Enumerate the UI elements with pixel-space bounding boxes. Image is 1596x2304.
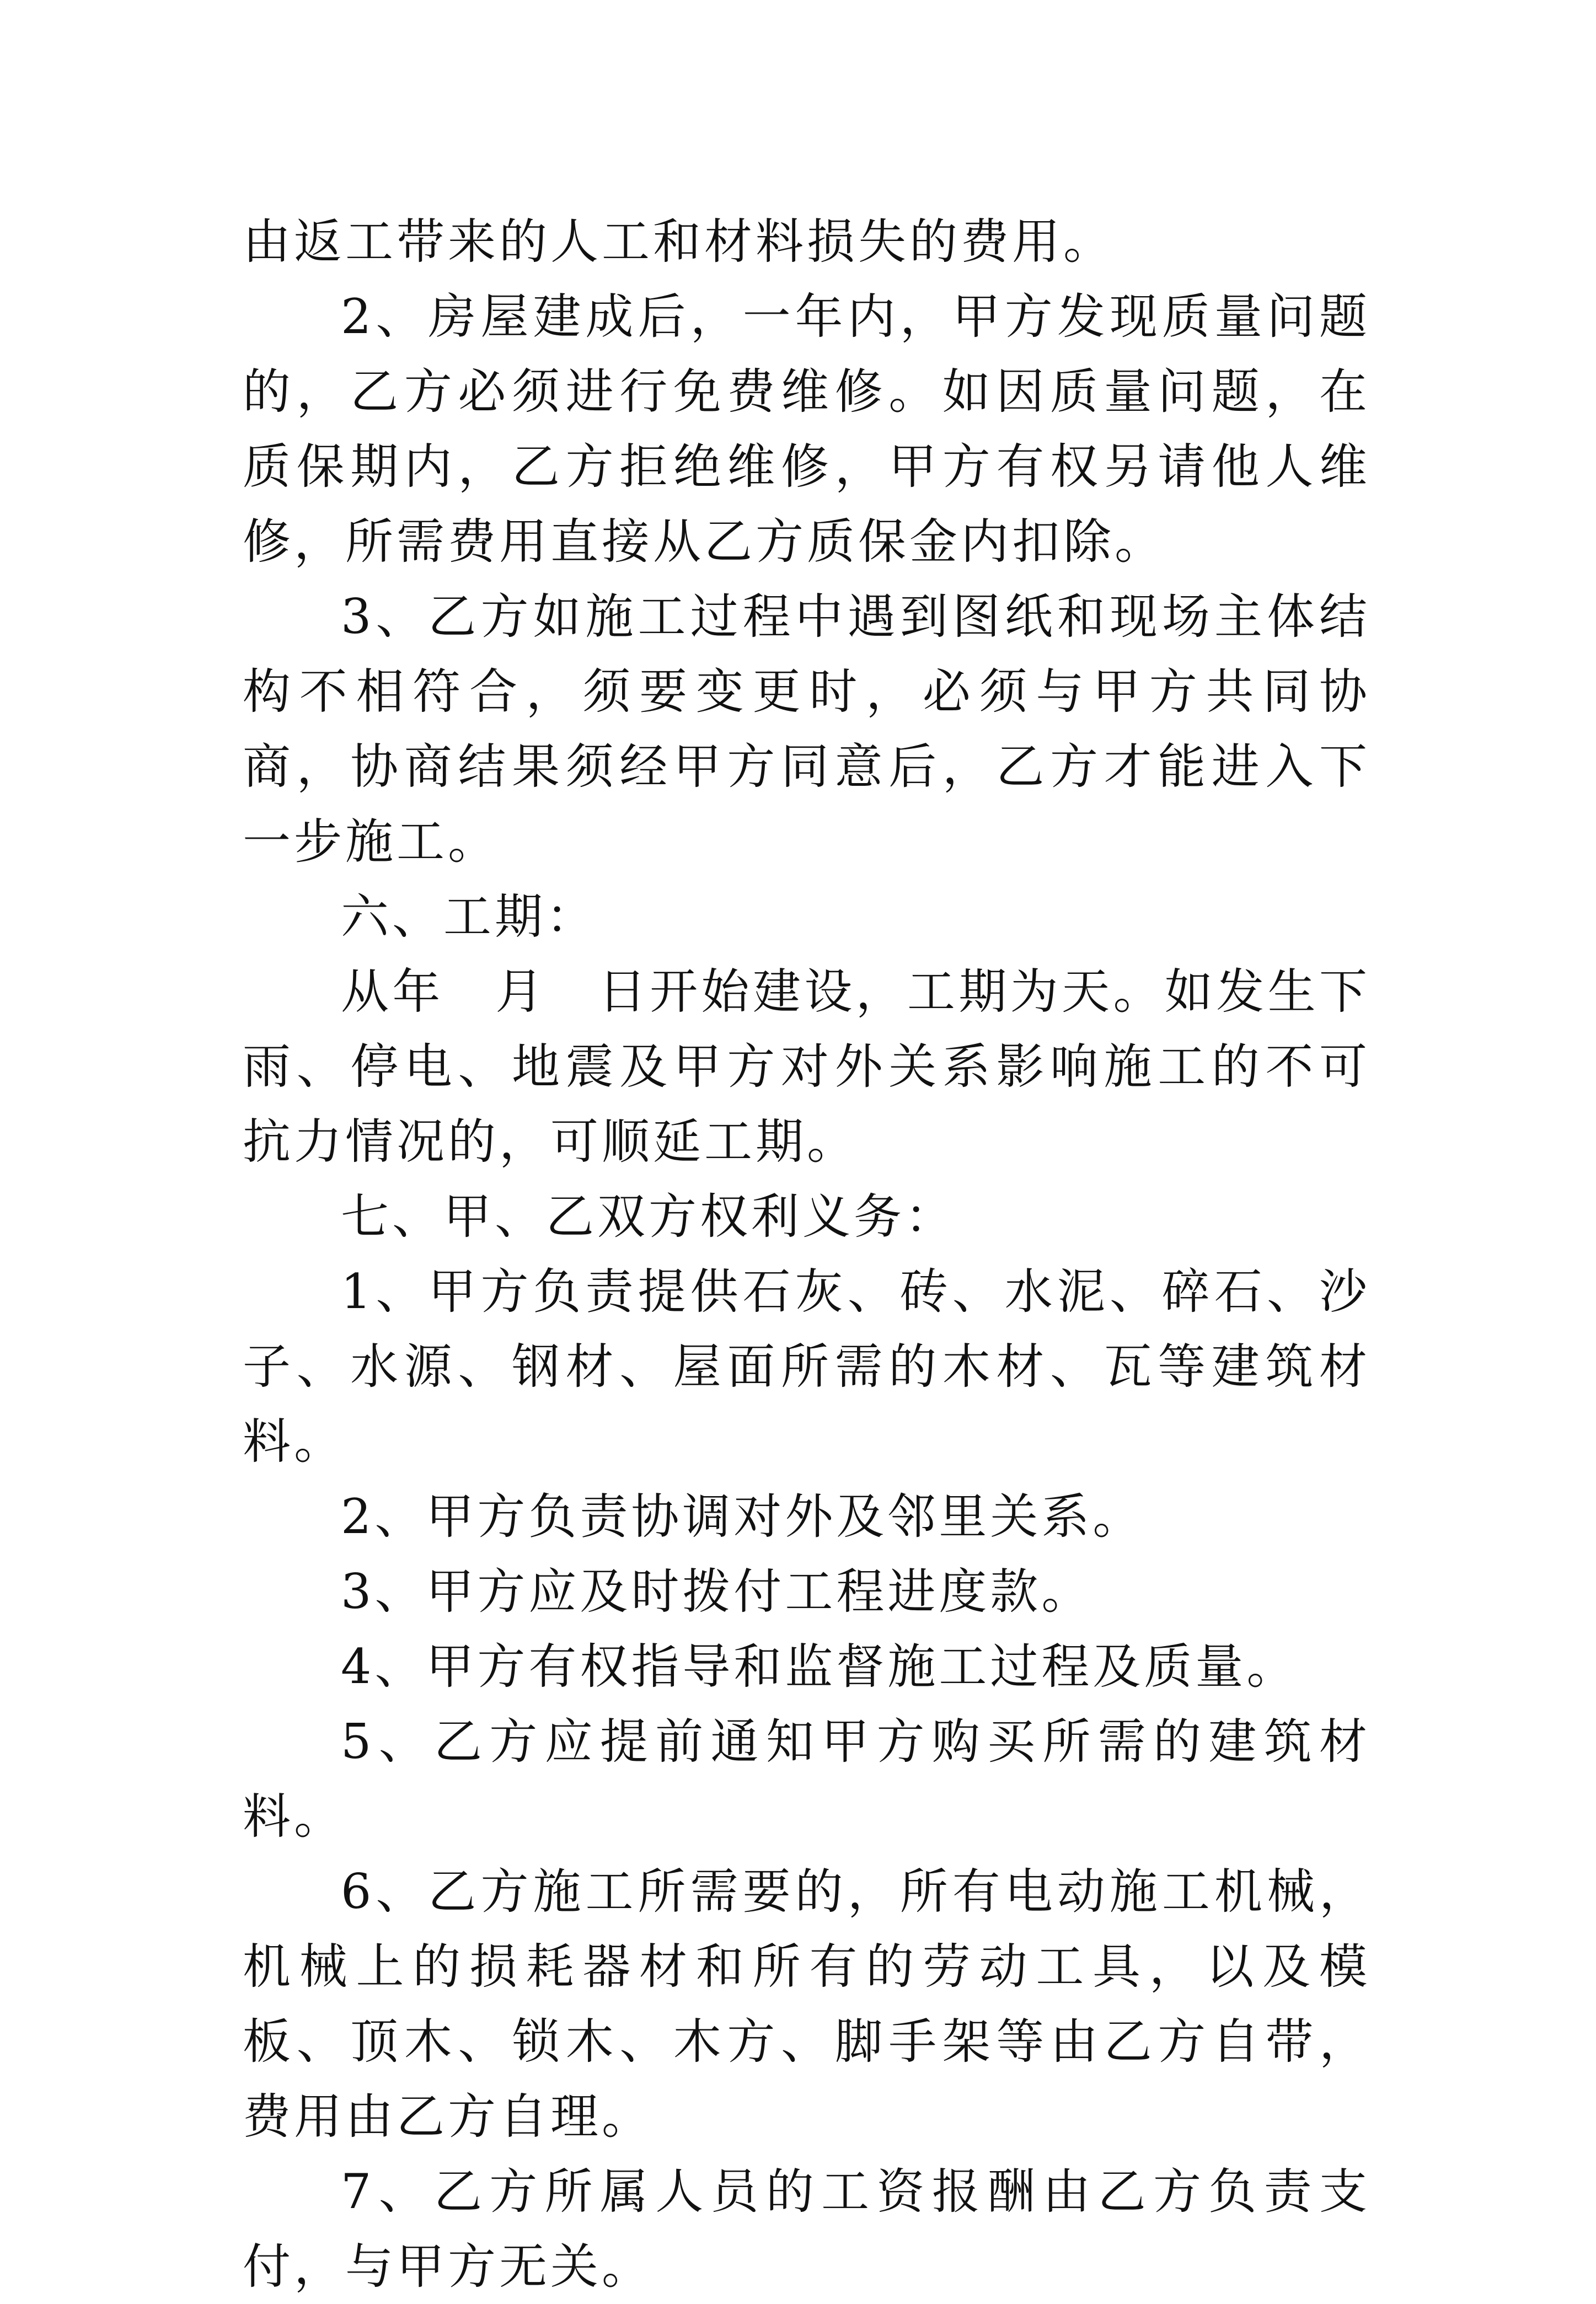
paragraph-rights-2: 2、甲方负责协调对外及邻里关系。 [341,1488,1144,1545]
paragraph-rights-3: 3、甲方应及时拨付工程进度款。 [341,1563,1093,1620]
paragraph-continuation: 由返工带来的人工和材料损失的费用。 [243,213,1115,270]
document-page [243,204,1370,2304]
paragraph-clause-3-changes: 3、乙方如施工过程中遇到图纸和现场主体结构不相符合，须要变更时，必须与甲方共同协商，协商结果须经甲方同意后，乙方才能进入下一步施工。 [243,588,1370,870]
paragraph-rights-7: 7、乙方所属人员的工资报酬由乙方负责支付，与甲方无关。 [243,2163,1370,2295]
section-heading-rights: 七、甲、乙双方权利义务： [341,1188,956,1245]
paragraph-rights-1: 1、甲方负责提供石灰、砖、水泥、碎石、沙子、水源、钢材、屋面所需的木材、瓦等建筑材料。 [243,1263,1370,1470]
paragraph-clause-2-warranty: 2、房屋建成后，一年内，甲方发现质量问题的，乙方必须进行免费维修。如因质量问题，在质保期内，乙方拒绝维修，甲方有权另请他人维修，所需费用直接从乙方质保金内扣除。 [243,288,1370,570]
paragraph-schedule: 从年 月 日开始建设，工期为天。如发生下雨、停电、地震及甲方对外关系影响施工的不可抗力情况的，可顺延工期。 [243,963,1370,1170]
paragraph-rights-5: 5、乙方应提前通知甲方购买所需的建筑材料。 [243,1713,1370,1845]
section-heading-schedule: 六、工期： [341,888,597,945]
paragraph-rights-4: 4、甲方有权指导和监督施工过程及质量。 [341,1638,1298,1695]
paragraph-rights-6: 6、乙方施工所需要的，所有电动施工机械，机械上的损耗器材和所有的劳动工具，以及模板、顶木、锁木、木方、脚手架等由乙方自带，费用由乙方自理。 [243,1863,1370,2145]
